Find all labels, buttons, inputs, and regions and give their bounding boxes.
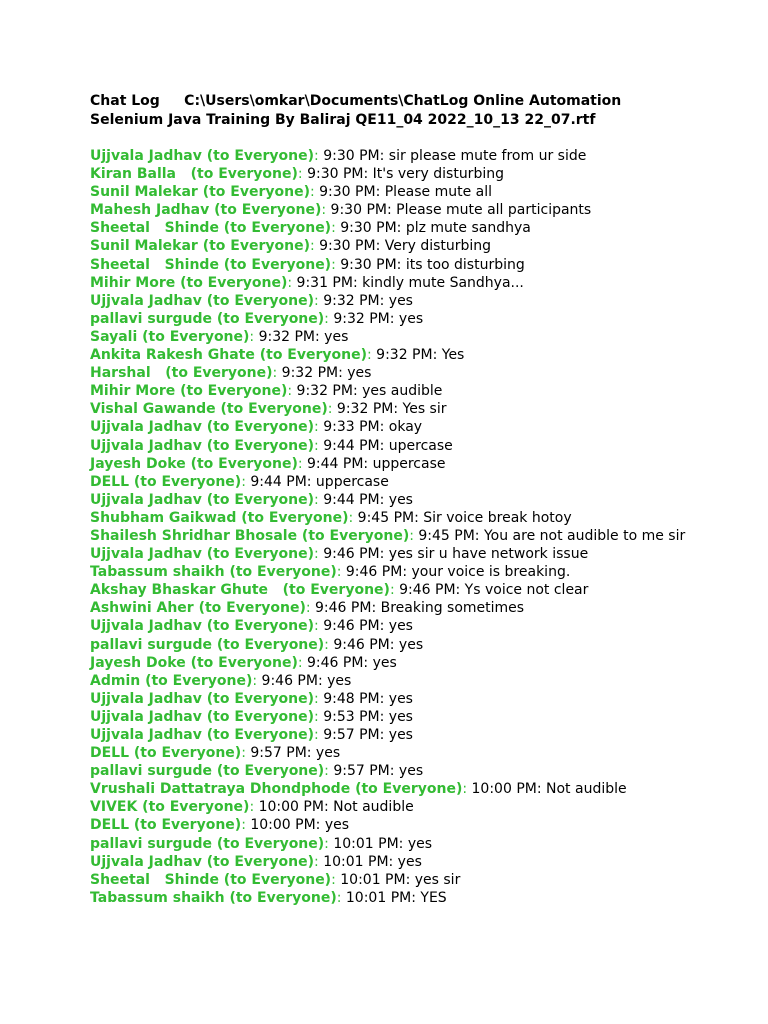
message-sender: Vishal Gawande (to Everyone) (90, 401, 328, 418)
chat-message (90, 364, 690, 382)
message-sender: Ujjvala Jadhav (to Everyone) (90, 148, 315, 164)
chat-message (90, 690, 690, 708)
chat-message (90, 654, 690, 672)
message-text: 9:30 PM: It's very disturbing (302, 166, 504, 183)
message-text: 9:44 PM: uppercase (245, 473, 389, 490)
message-text: 9:46 PM: yes (318, 618, 413, 635)
chat-message (90, 889, 690, 907)
message-sender: Ujjvala Jadhav (to Everyone) (90, 727, 315, 743)
message-text: 10:01 PM: yes (318, 853, 422, 870)
message-sender: Ujjvala Jadhav (to Everyone) (90, 437, 315, 454)
sender-colon: : (314, 618, 319, 635)
message-sender: Ujjvala Jadhav (to Everyone) (90, 419, 315, 436)
sender-colon: : (309, 238, 315, 255)
sender-colon: : (287, 274, 293, 291)
message-text: 10:01 PM: yes sir (335, 871, 461, 888)
sender-colon: : (314, 708, 319, 725)
sender-colon: : (249, 328, 255, 345)
message-sender: DELL (to Everyone) (90, 817, 242, 834)
message-text: 9:57 PM: yes (245, 745, 341, 762)
sender-colon: : (336, 889, 342, 906)
message-sender: Vrushali Dattatraya Dhondphode (to Everyone) (90, 781, 463, 798)
message-text: 10:01 PM: yes (328, 835, 433, 852)
message-text: 9:30 PM: sir please mute from ur side (318, 148, 587, 164)
message-sender: Ujjvala Jadhav (to Everyone) (90, 292, 315, 309)
chat-message (90, 400, 690, 418)
message-sender: Sheetal Shinde (to Everyone) (90, 871, 332, 888)
message-text: 9:32 PM: yes (254, 328, 349, 345)
message-text: 9:46 PM: Breaking sometimes (310, 600, 525, 617)
message-text: 9:46 PM: your voice is breaking. (341, 564, 571, 581)
message-text: 10:00 PM: Not audible (467, 781, 627, 798)
chat-message (90, 437, 690, 455)
chat-message (90, 292, 690, 310)
chat-message (90, 563, 690, 581)
chat-message (90, 617, 690, 635)
chat-message (90, 455, 690, 473)
sender-colon: : (462, 781, 468, 798)
chat-message (90, 816, 690, 834)
chat-message (90, 780, 690, 798)
message-sender: Sayali (to Everyone) (90, 328, 250, 345)
message-sender: Shubham Gaikwad (to Everyone) (90, 509, 349, 526)
sender-colon: : (314, 437, 319, 454)
sender-colon: : (305, 600, 311, 617)
sender-colon: : (241, 817, 246, 834)
message-sender: Mahesh Jadhav (to Everyone) (90, 202, 322, 219)
sender-colon: : (314, 292, 319, 309)
sender-colon: : (409, 527, 414, 544)
chat-message (90, 219, 690, 237)
document-title: Chat Log C:\Users\omkar\Documents\ChatLog Online Automation Selenium Java Training By Baliraj QE11_04 2022_10_13 22_07.rtf (90, 93, 627, 128)
chat-message (90, 798, 690, 816)
sender-colon: : (336, 564, 342, 581)
message-sender: Harshal (to Everyone) (90, 365, 273, 382)
message-text: 9:46 PM: yes (257, 672, 352, 689)
message-sender: pallavi surgude (to Everyone) (90, 310, 325, 327)
message-text: 9:44 PM: yes (318, 491, 413, 508)
chat-message (90, 473, 690, 491)
sender-colon: : (297, 455, 303, 472)
chat-message (90, 853, 690, 871)
chat-message (90, 165, 690, 183)
sender-colon: : (241, 745, 246, 762)
message-sender: Shailesh Shridhar Bhosale (to Everyone) (90, 527, 410, 544)
chat-message (90, 183, 690, 201)
message-text: 9:33 PM: okay (318, 419, 423, 436)
sender-colon: : (331, 220, 336, 237)
sender-colon: : (324, 636, 329, 653)
message-sender: VIVEK (to Everyone) (90, 799, 250, 816)
sender-colon: : (314, 690, 319, 707)
sender-colon: : (297, 166, 303, 183)
sender-colon: : (348, 509, 354, 526)
message-sender: pallavi surgude (to Everyone) (90, 636, 325, 653)
sender-colon: : (367, 347, 372, 364)
message-sender: Jayesh Doke (to Everyone) (90, 654, 298, 671)
chat-message (90, 835, 690, 853)
message-text: 9:44 PM: upercase (318, 437, 453, 454)
chat-message (90, 509, 690, 527)
message-text: 9:46 PM: Ys voice not clear (394, 582, 589, 599)
message-sender: Jayesh Doke (to Everyone) (90, 455, 298, 472)
chat-message (90, 599, 690, 617)
message-text: 9:32 PM: yes (277, 365, 372, 382)
sender-colon: : (327, 401, 333, 418)
message-sender: Sheetal Shinde (to Everyone) (90, 256, 332, 273)
message-text: 10:00 PM: yes (245, 817, 350, 834)
message-sender: Ujjvala Jadhav (to Everyone) (90, 546, 315, 563)
message-text: 9:45 PM: You are not audible to me sir (413, 527, 686, 544)
chat-message (90, 418, 690, 436)
message-text: 9:30 PM: Very disturbing (314, 238, 492, 255)
message-sender: Ujjvala Jadhav (to Everyone) (90, 853, 315, 870)
sender-colon: : (309, 184, 315, 201)
message-sender: DELL (to Everyone) (90, 745, 242, 762)
sender-colon: : (314, 419, 319, 436)
chat-message (90, 636, 690, 654)
message-text: 9:32 PM: Yes (371, 347, 465, 364)
message-text: 9:32 PM: Yes sir (332, 401, 447, 418)
message-text: 9:30 PM: Please mute all participants (326, 202, 592, 219)
message-sender: Sunil Malekar (to Everyone) (90, 238, 310, 255)
message-text: 9:32 PM: yes (328, 310, 424, 327)
chat-message (90, 672, 690, 690)
chat-message (90, 274, 690, 292)
message-text: 9:30 PM: plz mute sandhya (335, 220, 531, 237)
sender-colon: : (314, 491, 319, 508)
sender-colon: : (314, 148, 319, 164)
message-sender: Ujjvala Jadhav (to Everyone) (90, 708, 315, 725)
message-sender: Sunil Malekar (to Everyone) (90, 184, 310, 201)
chat-message (90, 237, 690, 255)
sender-colon: : (324, 763, 329, 780)
message-sender: Ashwini Aher (to Everyone) (90, 600, 306, 617)
chat-message (90, 581, 690, 599)
chat-message (90, 256, 690, 274)
message-text: 9:46 PM: yes (302, 654, 397, 671)
message-text: 10:01 PM: YES (341, 889, 447, 906)
chat-message-list (90, 147, 690, 907)
sender-colon: : (252, 672, 258, 689)
chat-message (90, 762, 690, 780)
message-text: 9:32 PM: yes audible (292, 383, 443, 400)
message-sender: Ujjvala Jadhav (to Everyone) (90, 618, 315, 635)
sender-colon: : (314, 853, 319, 870)
chat-message (90, 382, 690, 400)
sender-colon: : (331, 871, 336, 888)
chat-message (90, 708, 690, 726)
sender-colon: : (241, 473, 246, 490)
chat-message (90, 744, 690, 762)
chat-message (90, 545, 690, 563)
message-text: 9:57 PM: yes (328, 763, 424, 780)
message-sender: Ujjvala Jadhav (to Everyone) (90, 491, 315, 508)
sender-colon: : (297, 654, 303, 671)
message-sender: pallavi surgude (to Everyone) (90, 763, 325, 780)
message-text: 9:32 PM: yes (318, 292, 413, 309)
chat-message (90, 328, 690, 346)
message-text: 9:31 PM: kindly mute Sandhya... (292, 274, 524, 291)
chat-message (90, 310, 690, 328)
chat-message (90, 201, 690, 219)
message-text: 9:44 PM: uppercase (302, 455, 446, 472)
message-sender: Kiran Balla (to Everyone) (90, 166, 298, 183)
message-text: 9:46 PM: yes sir u have network issue (318, 546, 589, 563)
sender-colon: : (287, 383, 293, 400)
sender-colon: : (272, 365, 278, 382)
sender-colon: : (331, 256, 336, 273)
message-sender: DELL (to Everyone) (90, 473, 242, 490)
sender-colon: : (324, 835, 329, 852)
message-sender: Ujjvala Jadhav (to Everyone) (90, 690, 315, 707)
message-sender: Tabassum shaikh (to Everyone) (90, 564, 337, 581)
message-text: 10:00 PM: Not audible (254, 799, 414, 816)
chat-message (90, 527, 690, 545)
message-sender: Akshay Bhaskar Ghute (to Everyone) (90, 582, 390, 599)
sender-colon: : (314, 727, 319, 743)
sender-colon: : (249, 799, 255, 816)
chat-message (90, 346, 690, 364)
message-sender: Mihir More (to Everyone) (90, 274, 288, 291)
sender-colon: : (389, 582, 395, 599)
message-sender: pallavi surgude (to Everyone) (90, 835, 325, 852)
message-text: 9:46 PM: yes (328, 636, 424, 653)
chat-message (90, 147, 690, 165)
message-sender: Ankita Rakesh Ghate (to Everyone) (90, 347, 367, 364)
sender-colon: : (314, 546, 319, 563)
sender-colon: : (324, 310, 329, 327)
document-page (90, 92, 690, 907)
message-text: 9:45 PM: Sir voice break hotoy (353, 509, 572, 526)
message-text: 9:48 PM: yes (318, 690, 413, 707)
message-text: 9:30 PM: its too disturbing (335, 256, 525, 273)
chat-message (90, 726, 690, 744)
message-text: 9:57 PM: yes (318, 727, 413, 743)
sender-colon: : (321, 202, 327, 219)
chat-message (90, 491, 690, 509)
message-text: 9:30 PM: Please mute all (314, 184, 493, 201)
message-sender: Admin (to Everyone) (90, 672, 253, 689)
chat-message (90, 871, 690, 889)
message-text: 9:53 PM: yes (318, 708, 413, 725)
message-sender: Tabassum shaikh (to Everyone) (90, 889, 337, 906)
message-sender: Sheetal Shinde (to Everyone) (90, 220, 332, 237)
message-sender: Mihir More (to Everyone) (90, 383, 288, 400)
